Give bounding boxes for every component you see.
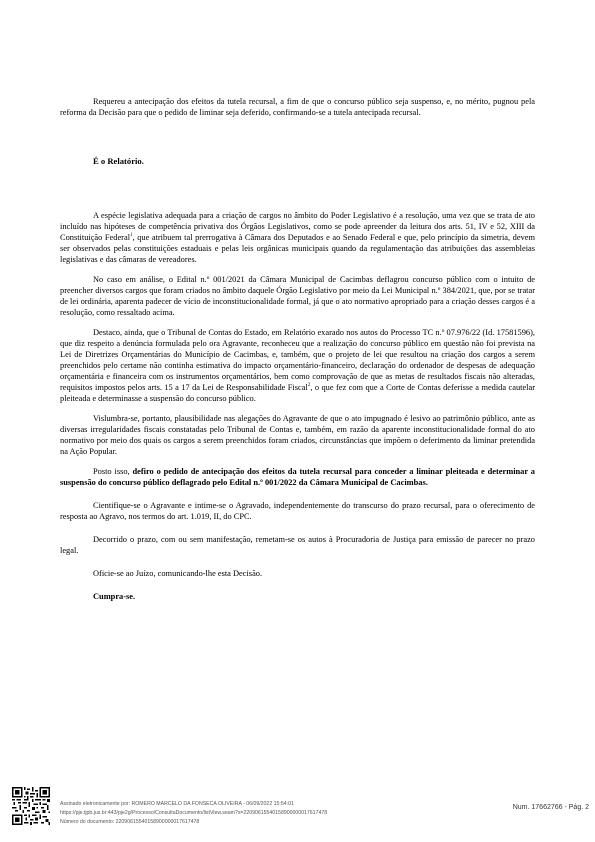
paragraph-text: Destaco, ainda, que o Tribunal de Contas do Estado, em Relatório exarado nos autos do Processo TC n.º 07.976/22 (Id. 17581596), que diz respeito a denúncia formulada pelo ora Agravante, reconheceu que a realização do concurso público em questão não foi prevista na Lei de Diretrizes Orçamentárias do Município de Cacimbas, e, também, que o projeto de lei que resultou na criação dos cargos a serem preenchidos pelo certame não continha estimativa do impacto orçamentário-financeiro, declaração do ordenador de despesas de adequação orçamentária e financeira com os instrumentos orçamentários, bem como comprovação de que as metas de resultados fiscais não alteradas, requisitos impostos pelos arts. 15 a 17 da Lei de Responsabilidade Fiscal	[60, 328, 535, 392]
paragraph-notify: Cientifique-se o Agravante e intime-se o Agravado, independentemente do transcurso do prazo recursal, para o oferecimento de resposta ao Agravo, nos termos do art. 1.019, II, do CPC.	[60, 501, 535, 521]
paragraph-text: , que atribuem tal prerrogativa à Câmara dos Deputados e ao Senado Federal e que, pelo princípio da simetria, devem ser observados pelas constituições estaduais e pelas leis orgânicas municipais quando da regulamentação das atribuições das assembleias legislativas e das câmaras de vereadores.	[60, 233, 535, 264]
paragraph-plausibility: Vislumbra-se, portanto, plausibilidade nas alegações do Agravante de que o ato impugnado é lesivo ao patrimônio público, ante as diversas irregularidades fiscais constatadas pelo Tribunal de Contas e, também, em razão da aparente inconstitucionalidade formal do ato normativo por meio dos quais os cargos a serem preenchidos foram criados, circunstâncias que impõem o deferimento da liminar pretendida na Ação Popular.	[60, 414, 535, 456]
paragraph-official-letter: Oficie-se ao Juízo, comunicando-lhe esta Decisão.	[93, 569, 263, 578]
qr-code-icon[interactable]	[12, 787, 50, 825]
paragraph-case-analysis: No caso em análise, o Edital n.º 001/2021 da Câmara Municipal de Cacimbas deflagrou concurso público com o intuito de preencher diversos cargos que foram criados no âmbito daquele Órgão Legislativo por meio da Lei Municipal n.º 384/2021, que, por se tratar de lei ordinária, aparenta padecer de vício de inconstitucionalidade formal, já que o ato normativo apropriado para a criação desses cargos é a resolução, como ressaltado acima.	[60, 275, 535, 317]
paragraph-text: Posto isso,	[93, 467, 133, 476]
page-reference: Num. 17662766 - Pág. 2	[512, 804, 589, 811]
closing-text: Cumpra-se.	[93, 592, 136, 601]
signed-by: Assinado eletronicamente por: ROMERO MARCELO DA FONSECA OLIVEIRA - 06/09/2022 15:54:01	[60, 801, 294, 807]
paragraph-court-of-accounts	[60, 327, 535, 404]
closing	[60, 591, 535, 602]
section-heading: É o Relatório.	[93, 156, 144, 166]
paragraph-decision	[60, 466, 535, 488]
document-number: Número do documento: 22090615540158900000017617478	[60, 819, 200, 825]
decision-text: defiro o pedido de antecipação dos efeitos da tutela recursal para conceder a liminar pleiteada e determinar a suspensão do concurso público deflagrado pelo Edital n.º 001/2022 da Câmara Municipal de Cacimbas.	[60, 467, 535, 487]
footnote-ref-2[interactable]: 2	[307, 383, 311, 389]
paragraph-text: , o que fez com que a Corte de Contas deferisse a medida cautelar pleiteada e determinasse a suspensão do concurso público.	[60, 383, 536, 403]
footnote-ref-1[interactable]: 1	[130, 233, 133, 239]
paragraph-text: A espécie legislativa adequada para a criação de cargos no âmbito do Poder Legislativo é a resolução, uma vez que se trata de ato incluído nas hipóteses de competência privativa dos Órgãos Legislativos, como se pode apreender da leitura dos arts. 51, IV e 52, XIII da Constituição Federal	[60, 211, 535, 242]
signature-info	[60, 800, 327, 827]
paragraph-request: Requereu a antecipação dos efeitos da tutela recursal, a fim de que o concurso público seja suspenso, e, no mérito, pugnou pela reforma da Decisão para que o pedido de liminar seja deferido, confirmando-se a tutela antecipada recursal.	[60, 97, 535, 117]
document-body	[60, 96, 535, 602]
signature-footer	[0, 787, 595, 837]
paragraph-deadline: Decorrido o prazo, com ou sem manifestação, remetam-se os autos à Procuradoria de Justiça para emissão de parecer no prazo legal.	[60, 535, 535, 555]
paragraph-legislative-species	[60, 210, 535, 265]
document-url[interactable]: https://pje.tjpb.jus.br:443/pje2g/Processo/ConsultaDocumento/listView.seam?x=22090615540158900000017617478	[60, 810, 328, 816]
